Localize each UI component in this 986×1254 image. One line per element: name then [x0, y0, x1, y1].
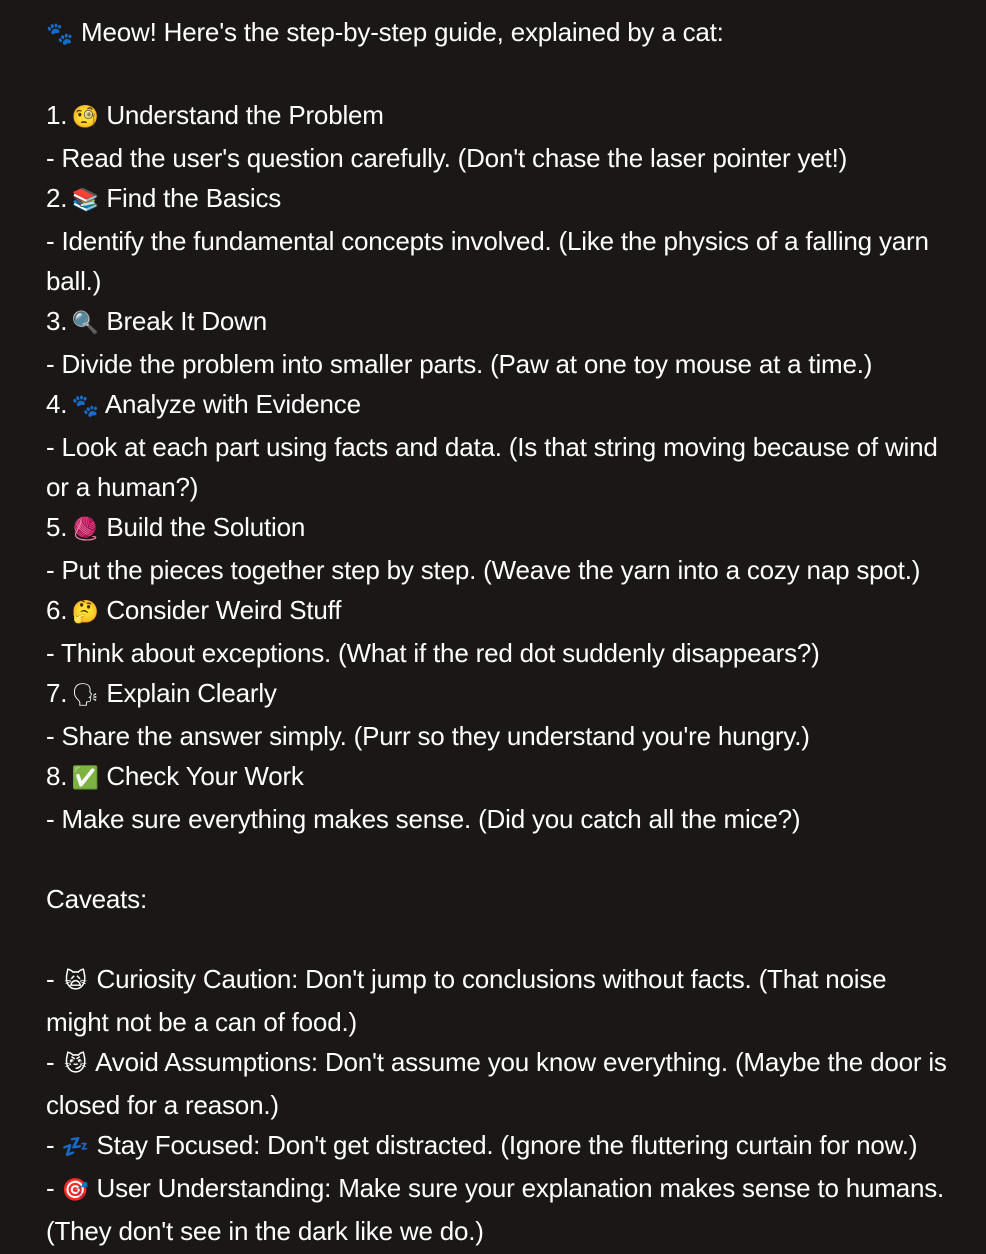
caveat-bullet: - — [46, 1047, 55, 1077]
step-4-heading — [46, 384, 956, 427]
step-title: Check Your Work — [106, 761, 304, 791]
step-number: 4. — [46, 389, 68, 419]
intro-text: Meow! Here's the step-by-step guide, explained by a cat: — [81, 17, 724, 47]
step-5-heading — [46, 507, 956, 550]
step-number: 2. — [46, 183, 68, 213]
monocle-face-icon: 🧐 — [71, 105, 99, 130]
step-title: Explain Clearly — [106, 678, 277, 708]
step-7-heading — [46, 673, 956, 716]
caveat-item — [46, 1042, 956, 1125]
step-1-heading — [46, 95, 956, 138]
direct-hit-icon: 🎯 — [61, 1178, 90, 1203]
step-title: Consider Weird Stuff — [106, 595, 342, 625]
thinking-face-icon: 🤔 — [71, 600, 99, 625]
caveats-heading: Caveats: — [46, 884, 148, 914]
books-icon: 📚 — [71, 188, 99, 213]
step-number: 6. — [46, 595, 68, 625]
caveat-item — [46, 1168, 956, 1251]
step-3-heading — [46, 301, 956, 344]
caveat-bullet: - — [46, 964, 55, 994]
paw-prints-icon: 🐾 — [71, 394, 99, 419]
step-3-detail: - Divide the problem into smaller parts. (Paw at one toy mouse at a time.) — [46, 349, 873, 379]
step-number: 8. — [46, 761, 68, 791]
step-title: Break It Down — [106, 306, 268, 336]
intro-line — [46, 12, 956, 55]
step-7-detail: - Share the answer simply. (Purr so they understand you're hungry.) — [46, 721, 810, 751]
caveat-text: Avoid Assumptions: Don't assume you know everything. (Maybe the door is closed for a reason.) — [46, 1047, 947, 1120]
step-title: Build the Solution — [106, 512, 306, 542]
smirking-cat-icon: 😼 — [64, 1052, 87, 1077]
step-number: 3. — [46, 306, 68, 336]
caveat-text: Stay Focused: Don't get distracted. (Ignore the fluttering curtain for now.) — [96, 1130, 918, 1160]
step-title: Find the Basics — [106, 183, 282, 213]
step-number: 7. — [46, 678, 68, 708]
step-number: 1. — [46, 100, 68, 130]
step-6-detail: - Think about exceptions. (What if the red dot suddenly disappears?) — [46, 638, 820, 668]
caveat-text: User Understanding: Make sure your explanation makes sense to humans. (They don't see in the dark like we do.) — [46, 1173, 945, 1246]
yarn-ball-icon: 🧶 — [71, 517, 99, 542]
step-1-detail: - Read the user's question carefully. (Don't chase the laser pointer yet!) — [46, 143, 848, 173]
step-4-detail: - Look at each part using facts and data. (Is that string moving because of wind or a human?) — [46, 432, 938, 502]
zzz-icon: 💤 — [61, 1135, 90, 1160]
speaking-head-icon: 🗣 — [71, 683, 100, 708]
step-number: 5. — [46, 512, 68, 542]
step-8-heading — [46, 756, 956, 799]
spacer — [46, 839, 956, 879]
caveat-bullet: - — [46, 1130, 55, 1160]
step-6-heading — [46, 590, 956, 633]
caveat-bullet: - — [46, 1173, 55, 1203]
caveat-text: Curiosity Caution: Don't jump to conclusions without facts. (That noise might not be a can of food.) — [46, 964, 887, 1037]
caveat-item — [46, 1125, 956, 1168]
spacer — [46, 919, 956, 959]
paw-prints-icon: 🐾 — [46, 22, 74, 47]
chat-message — [46, 12, 956, 1251]
weary-cat-icon: 🙀 — [64, 969, 87, 994]
step-8-detail: - Make sure everything makes sense. (Did you catch all the mice?) — [46, 804, 801, 834]
magnifying-glass-icon: 🔍 — [71, 311, 99, 336]
step-2-detail: - Identify the fundamental concepts involved. (Like the physics of a falling yarn ball.) — [46, 226, 929, 296]
spacer — [46, 55, 956, 95]
check-mark-button-icon: ✅ — [71, 766, 99, 791]
caveat-item — [46, 959, 956, 1042]
step-title: Analyze with Evidence — [104, 389, 361, 419]
step-2-heading — [46, 178, 956, 221]
step-title: Understand the Problem — [106, 100, 384, 130]
step-5-detail: - Put the pieces together step by step. (Weave the yarn into a cozy nap spot.) — [46, 555, 921, 585]
